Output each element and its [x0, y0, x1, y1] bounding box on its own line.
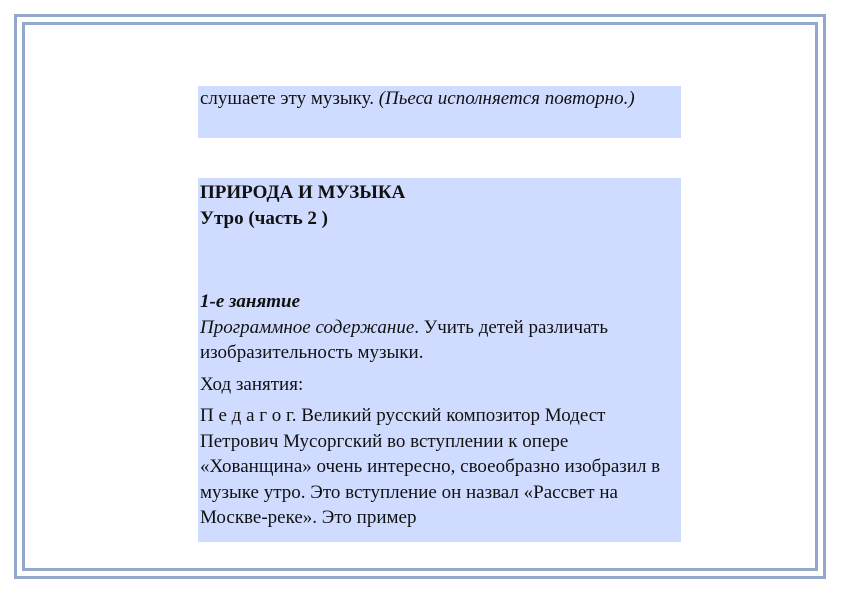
teacher-label: П е д а г о г. [200, 405, 297, 426]
intro-text: слушаете эту музыку. [200, 88, 379, 109]
teacher-paragraph [200, 403, 679, 531]
lesson-title: 1-е занятие [200, 291, 301, 312]
section-subheading: Утро (часть 2 ) [200, 207, 329, 229]
section-heading: ПРИРОДА И МУЗЫКА [200, 182, 406, 203]
teacher-text: Великий русский композитор Модест Петрович Мусоргский во вступлении к опере «Хованщина» очень интересно, своеобразно изобразил в музыке утро. Это вступление он назвал «Рассвет на Москве-реке». Это пример [200, 405, 661, 528]
program-paragraph [200, 315, 679, 366]
spacer [200, 231, 679, 289]
text-block-intro [198, 86, 681, 138]
program-label: Программное содержание [200, 316, 415, 338]
text-block-lesson [198, 178, 681, 542]
course-label: Ход занятия: [200, 373, 304, 395]
program-text: . Учить детей различать изобразительность музыки. [200, 316, 608, 363]
intro-italic-note: (Пьеса исполняется повторно.) [378, 88, 635, 109]
